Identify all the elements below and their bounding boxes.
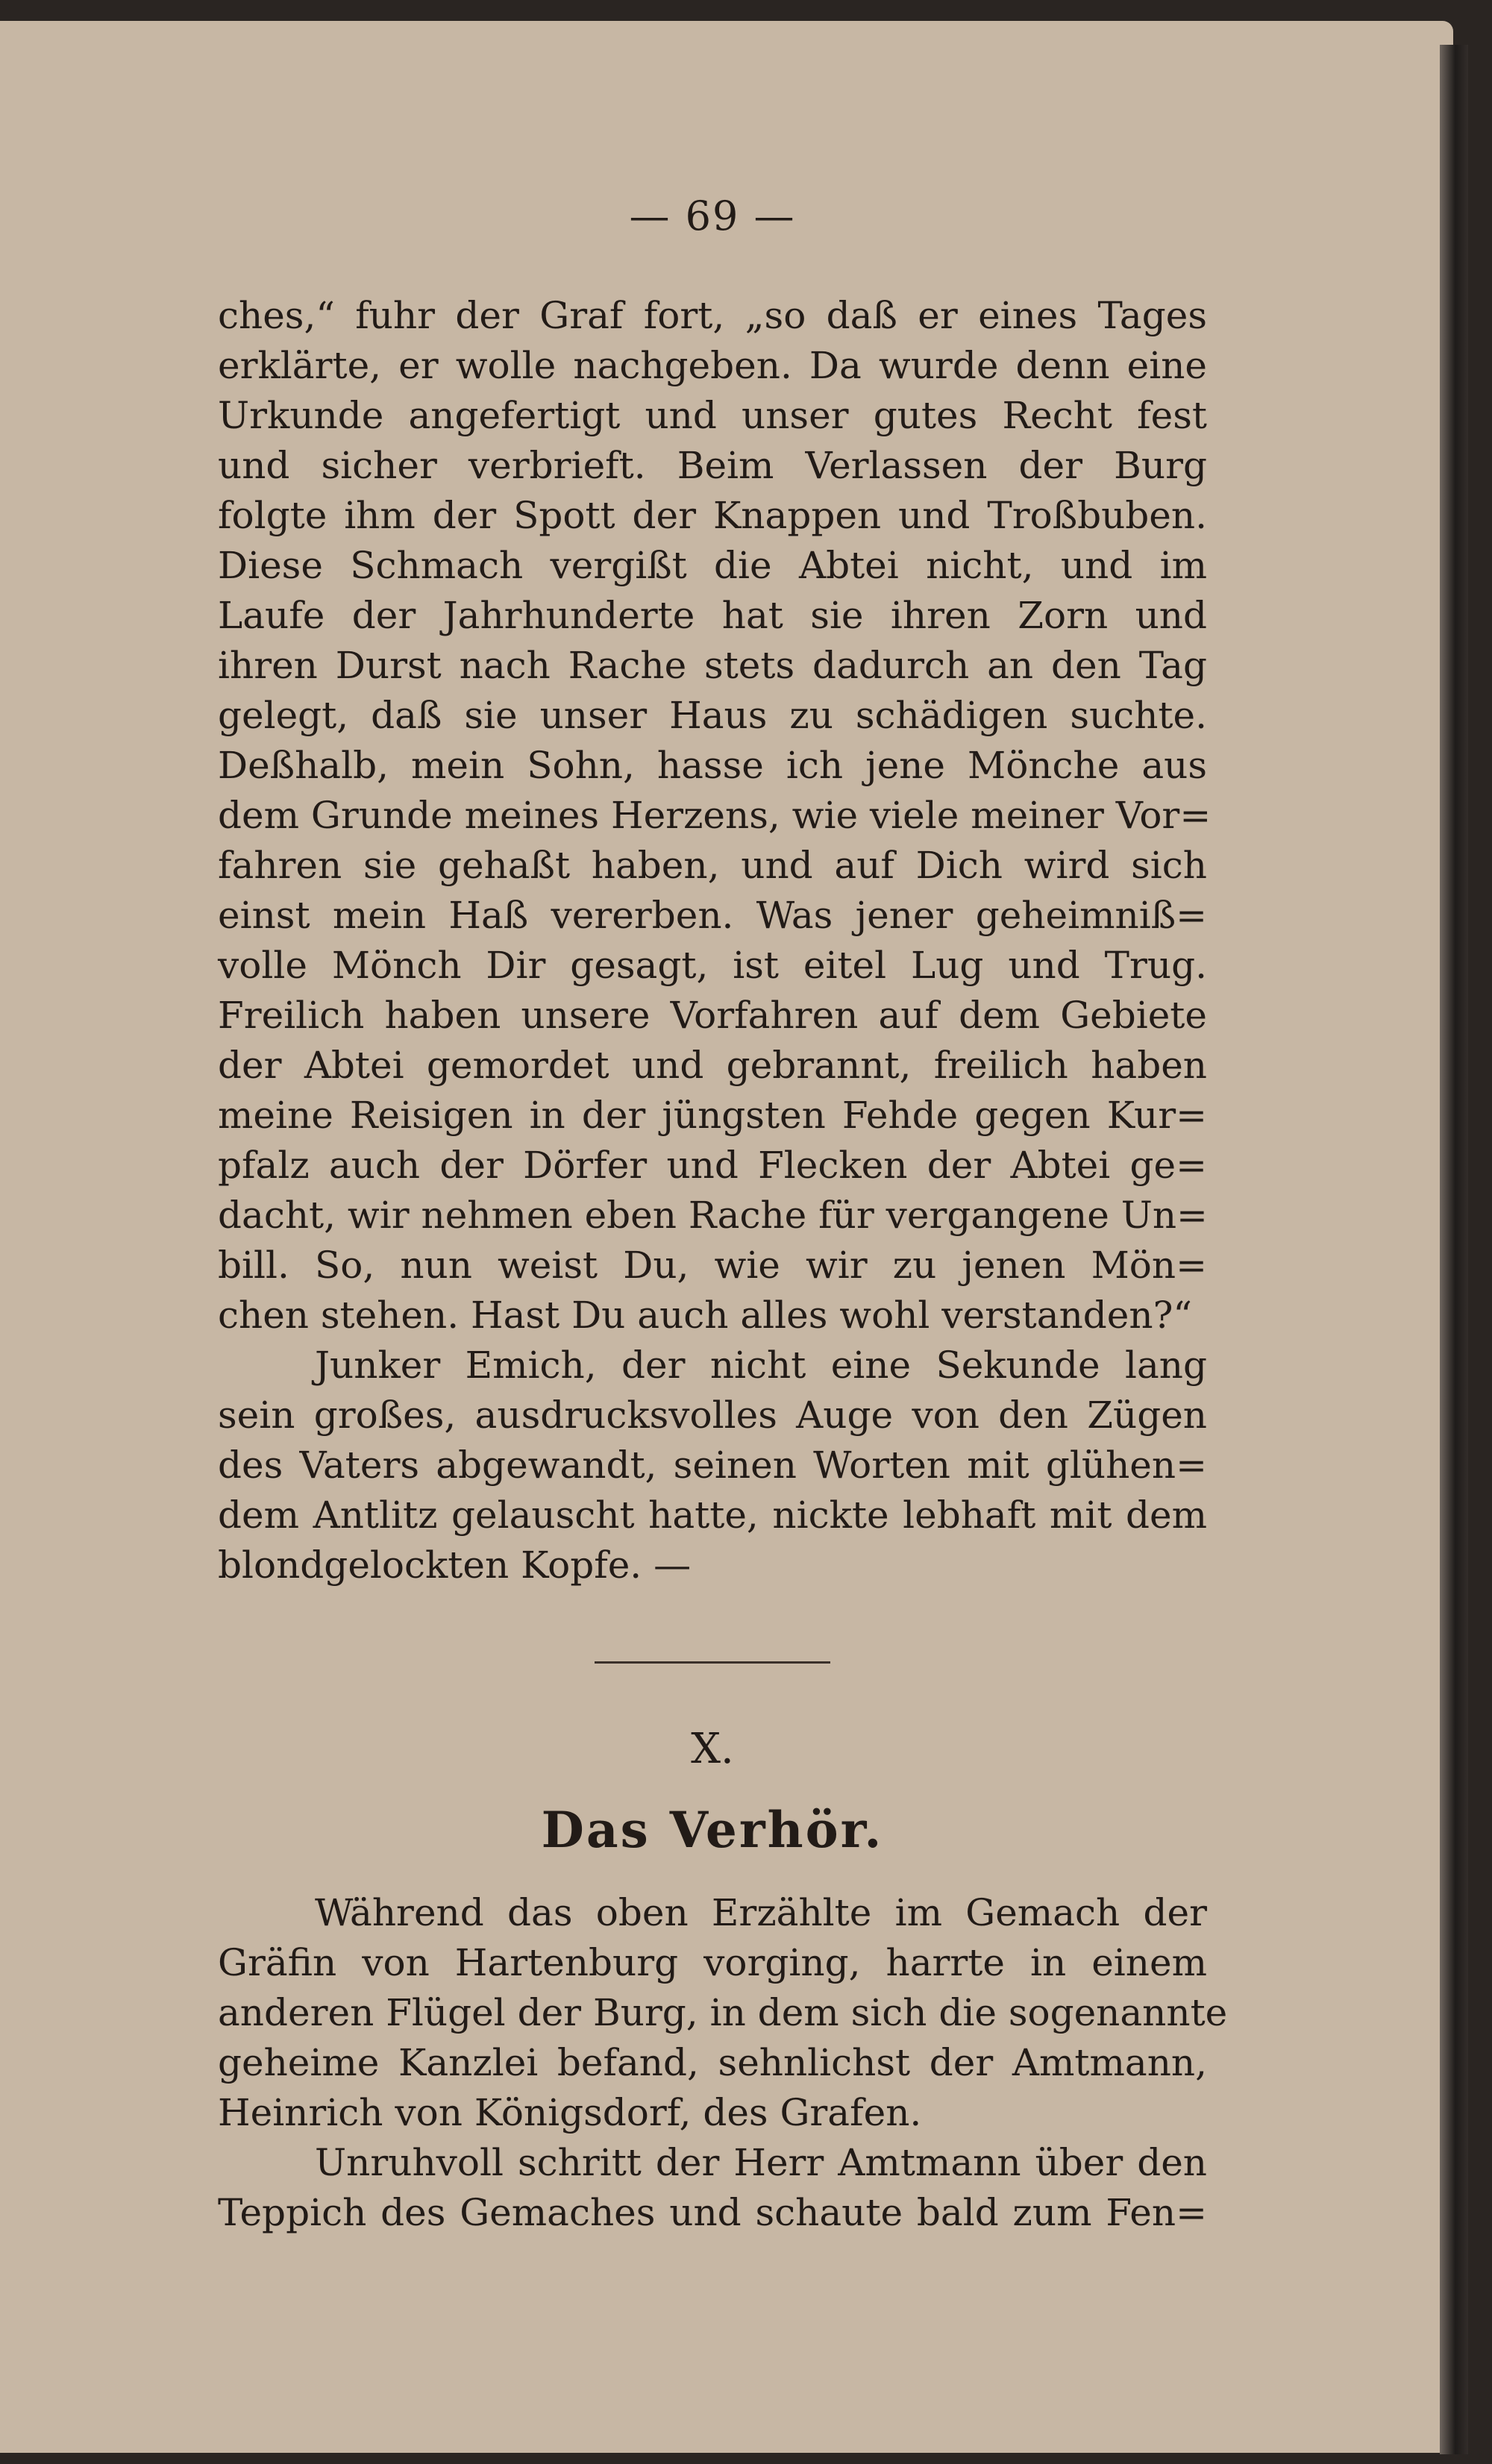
text-line: Teppich des Gemaches und schaute bald zum Fen= (218, 2191, 1207, 2234)
text-line: folgte ihm der Spott der Knappen und Troßbuben. (218, 494, 1207, 537)
text-line: sein großes, ausdrucksvolles Auge von den Zügen (218, 1394, 1207, 1437)
text-line: geheime Kanzlei befand, sehnlichst der Amtmann, (218, 2041, 1207, 2084)
text-line: der Abtei gemordet und gebrannt, freilich haben (218, 1044, 1207, 1087)
text-line: Heinrich von Königsdorf, des Grafen. (218, 2091, 922, 2134)
text-line: volle Mönch Dir gesagt, ist eitel Lug und Trug. (218, 944, 1207, 987)
page-number: — 69 — (629, 192, 796, 239)
text-line: dem Antlitz gelauscht hatte, nickte lebhaft mit dem (218, 1493, 1207, 1537)
text-line: Während das oben Erzählte im Gemach der (315, 1891, 1207, 1934)
text-line: blondgelockten Kopfe. — (218, 1543, 692, 1587)
text-line: pfalz auch der Dörfer und Flecken der Abtei ge= (218, 1144, 1207, 1187)
text-line: dem Grunde meines Herzens, wie viele meiner Vor= (218, 794, 1212, 837)
text-line: fahren sie gehaßt haben, und auf Dich wird sich (218, 844, 1207, 887)
text-line: Diese Schmach vergißt die Abtei nicht, und im (218, 544, 1207, 587)
text-line: dacht, wir nehmen eben Rache für vergangene Un= (218, 1194, 1208, 1237)
text-line: einst mein Haß vererben. Was jener geheimniß= (218, 894, 1207, 937)
text-line: Deßhalb, mein Sohn, hasse ich jene Mönche aus (218, 744, 1207, 787)
text-line: meine Reisigen in der jüngsten Fehde gegen Kur= (218, 1094, 1207, 1137)
text-line: Unruhvoll schritt der Herr Amtmann über den (315, 2141, 1207, 2184)
chapter-number: X. (691, 1725, 734, 1773)
text-line: des Vaters abgewandt, seinen Worten mit glühen= (218, 1443, 1207, 1487)
chapter-title: Das Verhör. (541, 1801, 884, 1859)
chapter-paragraph (218, 1888, 1228, 2238)
text-line: ches,“ fuhr der Graf fort, „so daß er eines Tages (218, 294, 1207, 337)
text-line: Gräfin von Hartenburg vorging, harrte in einem (218, 1941, 1207, 1984)
page-edge-binding (1440, 45, 1468, 2454)
text-line: und sicher verbrieft. Beim Verlassen der Burg (218, 444, 1207, 487)
text-line: bill. So, nun weist Du, wie wir zu jenen Mön= (218, 1244, 1207, 1287)
section-divider (595, 1661, 830, 1664)
paragraph (218, 291, 1212, 1590)
text-line: ihren Durst nach Rache stets dadurch an den Tag (218, 644, 1207, 687)
text-line: Urkunde angefertigt und unser gutes Recht fest (218, 394, 1207, 437)
text-line: anderen Flügel der Burg, in dem sich die sogenannte (218, 1991, 1228, 2034)
page-text-block (218, 186, 1228, 2238)
text-line: erklärte, er wolle nachgeben. Da wurde denn eine (218, 344, 1207, 387)
text-line: Freilich haben unsere Vorfahren auf dem Gebiete (218, 994, 1207, 1037)
text-line: chen stehen. Hast Du auch alles wohl verstanden?“ (218, 1294, 1192, 1337)
text-line: Junker Emich, der nicht eine Sekunde lang (315, 1344, 1207, 1387)
text-line: Laufe der Jahrhunderte hat sie ihren Zorn und (218, 594, 1207, 637)
text-line: gelegt, daß sie unser Haus zu schädigen suchte. (218, 694, 1207, 737)
